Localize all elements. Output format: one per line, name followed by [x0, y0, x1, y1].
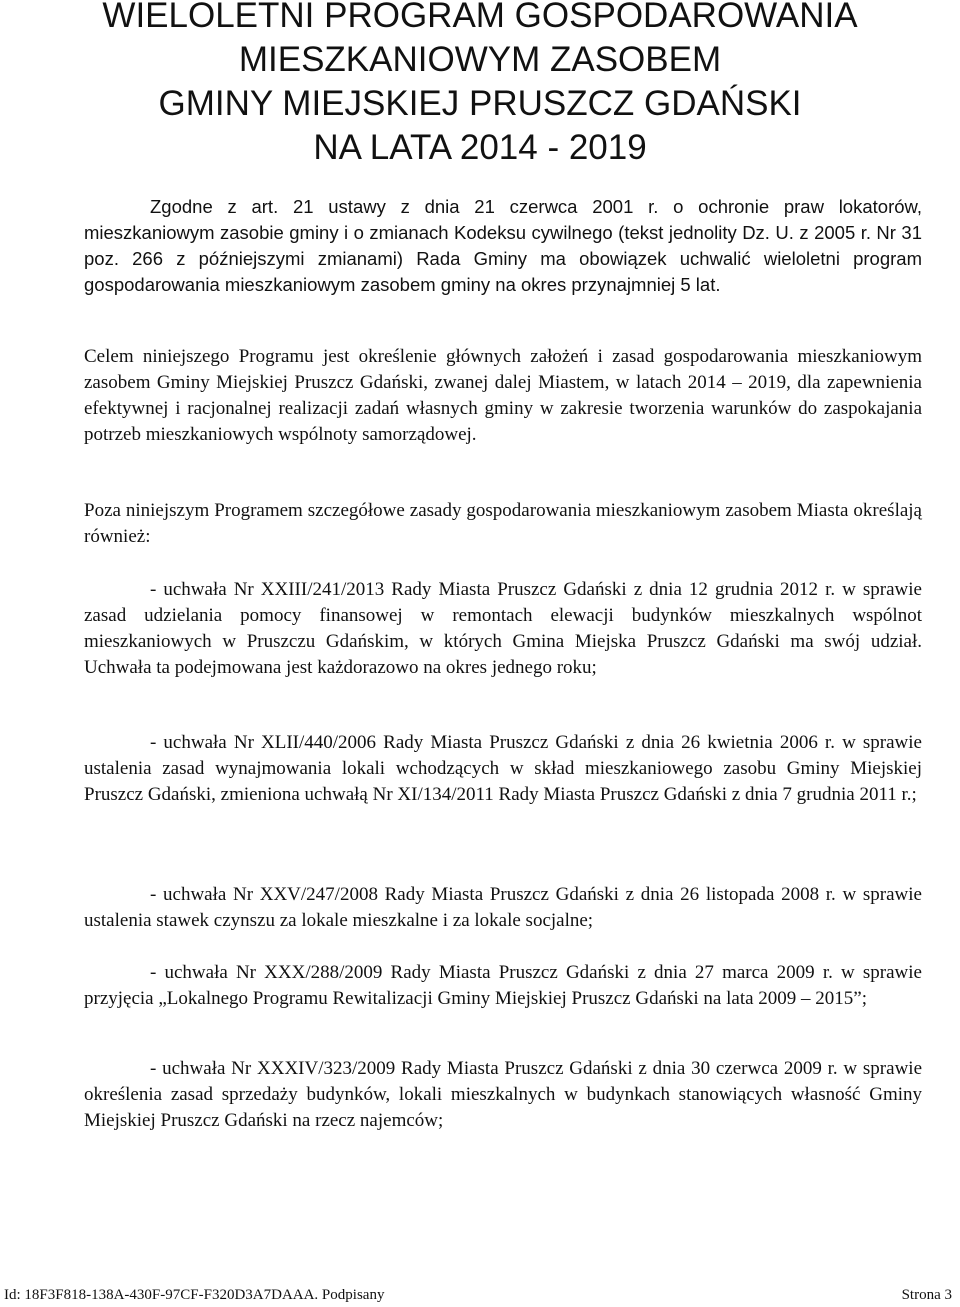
resolution-item: - uchwała Nr XXX/288/2009 Rady Miasta Pruszcz Gdański z dnia 27 marca 2009 r. w sprawie przyjęcia „Lokalnego Programu Rewitalizacji Gminy Miejskiej Pruszcz Gdański na lata 2009 – 2015”;	[84, 962, 922, 1009]
page-number: Strona 3	[901, 1287, 952, 1303]
document-title	[0, 0, 960, 170]
intro-paragraph: Zgodne z art. 21 ustawy z dnia 21 czerwca 2001 r. o ochronie praw lokatorów, mieszkaniowym zasobie gminy i o zmianach Kodeksu cywilnego (tekst jednolity Dz. U. z 2005 r. Nr 31 poz. 266 z późniejszymi zmianami) Rada Gminy ma obowiązek uchwalić wieloletni program gospodarowania mieszkaniowym zasobem gminy na okres przynajmniej 5 lat.	[84, 196, 922, 295]
title-line: WIELOLETNI PROGRAM GOSPODAROWANIA	[102, 0, 858, 35]
purpose-paragraph: Celem niniejszego Programu jest określenie głównych założeń i zasad gospodarowania mieszkaniowym zasobem Gminy Miejskiej Pruszcz Gdański, zwanej dalej Miastem, w latach 2014 – 2019, dla zapewnienia efektywnej i racjonalnej realizacji zadań własnych gminy w zakresie tworzenia warunków do zaspokajania potrzeb mieszkaniowych wspólnoty samorządowej.	[84, 346, 922, 445]
title-line: NA LATA 2014 - 2019	[313, 128, 647, 167]
resolution-item: - uchwała Nr XXV/247/2008 Rady Miasta Pruszcz Gdański z dnia 26 listopada 2008 r. w sprawie ustalenia stawek czynszu za lokale mieszkalne i za lokale socjalne;	[84, 884, 922, 931]
resolution-item: - uchwała Nr XXIII/241/2013 Rady Miasta Pruszcz Gdański z dnia 12 grudnia 2012 r. w sprawie zasad udzielania pomocy finansowej w remontach elewacji budynków mieszkalnych wspólnot mieszkaniowych w Pruszczu Gdańskim, w których Gmina Miejska Pruszcz Gdański ma swój udział. Uchwała ta podejmowana jest każdorazowo na okres jednego roku;	[84, 579, 922, 678]
title-line: MIESZKANIOWYM ZASOBEM	[238, 40, 722, 79]
document-id: Id: 18F3F818-138A-430F-97CF-F320D3A7DAAA. Podpisany	[4, 1287, 385, 1303]
other-rules-paragraph: Poza niniejszym Programem szczegółowe zasady gospodarowania mieszkaniowym zasobem Miasta określają również:	[84, 500, 922, 547]
title-line: GMINY MIEJSKIEJ PRUSZCZ GDAŃSKI	[158, 84, 802, 123]
resolution-item: - uchwała Nr XLII/440/2006 Rady Miasta Pruszcz Gdański z dnia 26 kwietnia 2006 r. w sprawie ustalenia zasad wynajmowania lokali wchodzących w skład mieszkaniowego zasobu Gminy Miejskiej Pruszcz Gdański, zmieniona uchwałą Nr XI/134/2011 Rady Miasta Pruszcz Gdański z dnia 7 grudnia 2011 r.;	[84, 732, 922, 805]
resolution-item: - uchwała Nr XXXIV/323/2009 Rady Miasta Pruszcz Gdański z dnia 30 czerwca 2009 r. w sprawie określenia zasad sprzedaży budynków, lokali mieszkalnych w budynkach stanowiących własność Gminy Miejskiej Pruszcz Gdański na rzecz najemców;	[84, 1058, 922, 1131]
page-footer	[0, 1285, 960, 1305]
